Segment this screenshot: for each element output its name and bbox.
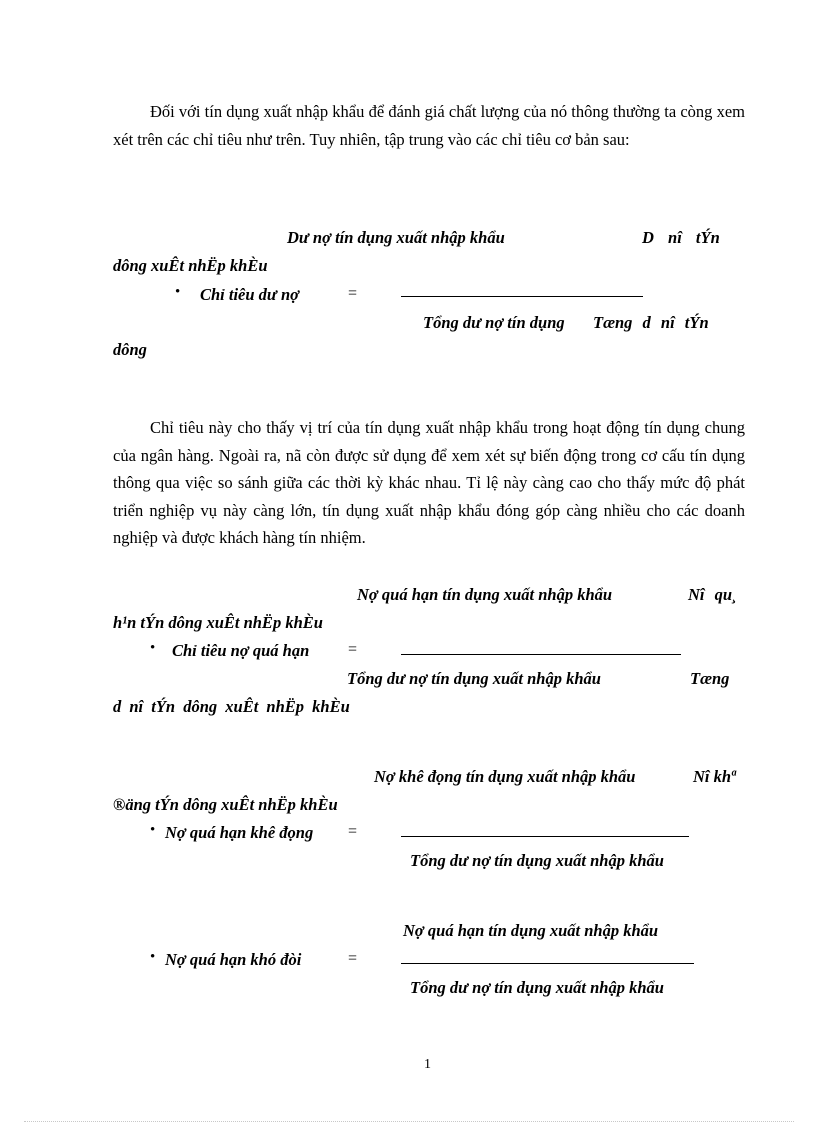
formula-3-garbled-top-line: ®äng tÝn dông xuÊt nhËp khÈu	[113, 795, 338, 814]
formula-1-label: Chỉ tiêu dư nợ	[200, 285, 299, 304]
page-number: 1	[424, 1057, 431, 1072]
intro-paragraph	[113, 98, 745, 153]
formula-2-garbled-top-line: h¹n tÝn dông xuÊt nhËp khÈu	[113, 613, 323, 632]
intro-paragraph-text: Đối với tín dụng xuất nhập khẩu để đánh giá chất lượng của nó thông thường ta còng xem xét trên các chỉ tiêu như trên. Tuy nhiên, tập trung vào các chỉ tiêu cơ bản sau:	[113, 102, 745, 149]
bullet-icon: •	[150, 822, 156, 838]
bullet-icon: •	[150, 640, 156, 656]
formula-3-label: Nợ quá hạn khê đọng	[165, 823, 314, 842]
formula-1-equals: =	[348, 285, 358, 302]
formula-4-equals: =	[348, 950, 358, 967]
explanation-paragraph	[113, 414, 745, 552]
formula-2-denominator: Tổng dư nợ tín dụng xuất nhập khẩu	[347, 669, 601, 688]
formula-4-denominator: Tổng dư nợ tín dụng xuất nhập khẩu	[410, 978, 664, 997]
formula-3-denominator: Tổng dư nợ tín dụng xuất nhập khẩu	[410, 851, 664, 870]
formula-2-numerator: Nợ quá hạn tín dụng xuất nhập khẩu	[357, 585, 613, 604]
bullet-icon: •	[150, 949, 156, 965]
formula-2-garbled-bottom-right: Tæng	[690, 669, 730, 688]
formula-1-denominator: Tổng dư nợ tín dụng	[423, 313, 565, 332]
formula-3-numerator: Nợ khê đọng tín dụng xuất nhập khẩu	[374, 767, 636, 786]
formula-2-equals: =	[348, 641, 358, 658]
formula-1-garbled-bottom-line: dông	[113, 340, 147, 359]
formula-4-numerator: Nợ quá hạn tín dụng xuất nhập khẩu	[403, 921, 659, 940]
page-bottom-divider	[24, 1121, 794, 1122]
formula-4-label: Nợ quá hạn khó đòi	[165, 950, 302, 969]
formula-2-garbled-top-right: Nî qu¸	[688, 585, 738, 604]
formula-2-fraction-bar	[401, 654, 681, 655]
formula-2-garbled-bottom-line: d nî tÝn dông xuÊt nhËp khÈu	[113, 697, 350, 716]
formula-1-garbled-bottom-right: Tæng d nî tÝn	[593, 313, 709, 332]
formula-3-garbled-top-right: Nî khª	[693, 767, 736, 786]
explanation-paragraph-text: Chỉ tiêu này cho thấy vị trí của tín dụng xuất nhập khẩu trong hoạt động tín dụng chung của ngân hàng. Ngoài ra, nã còn được sử dụng để xem xét sự biến động trong cơ cấu tín dụng thông qua việc so sánh giữa các thời kỳ khác nhau. Tỉ lệ này càng cao cho thấy mức độ phát triển nghiệp vụ này càng lớn, tín dụng xuất nhập khẩu đóng góp càng nhiều cho các doanh nghiệp và được khách hàng tín nhiệm.	[113, 418, 745, 547]
formula-2-label: Chỉ tiêu nợ quá hạn	[172, 641, 310, 660]
formula-3-equals: =	[348, 823, 358, 840]
formula-1-numerator: Dư nợ tín dụng xuất nhập khẩu	[287, 228, 505, 247]
formula-3-fraction-bar	[401, 836, 689, 837]
formula-1-garbled-top-line: dông xuÊt nhËp khÈu	[113, 256, 268, 275]
formula-1-garbled-top-right: D nî tÝn	[642, 228, 720, 247]
formula-1-fraction-bar	[401, 296, 643, 297]
bullet-icon: •	[175, 284, 181, 300]
formula-4-fraction-bar	[401, 963, 694, 964]
